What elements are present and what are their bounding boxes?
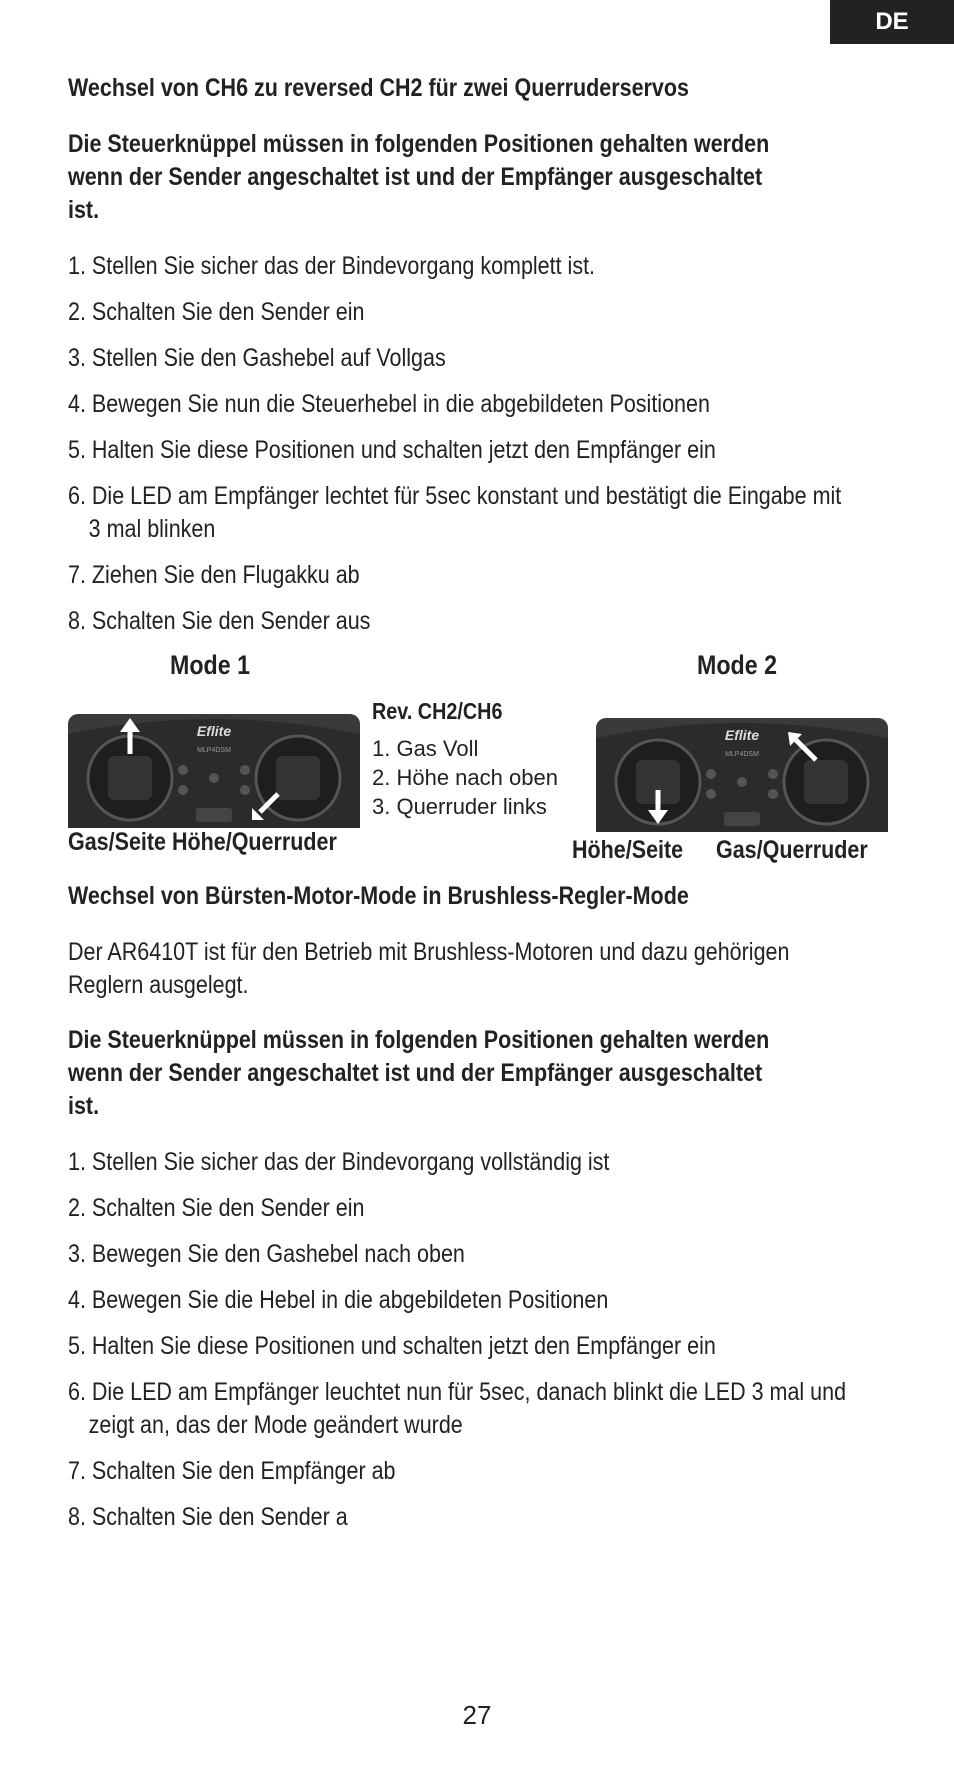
intro-paragraph bbox=[68, 936, 888, 1002]
section-brushless-mode bbox=[68, 880, 888, 913]
list-item: 4. Bewegen Sie die Hebel in die abgebildeten Positionen bbox=[68, 1286, 609, 1314]
note-line: Die Steuerknüppel müssen in folgenden Positionen gehalten werden bbox=[68, 130, 770, 158]
list-item: 5. Halten Sie diese Positionen und schalten jetzt den Empfänger ein bbox=[68, 436, 716, 464]
note-line: Die Steuerknüppel müssen in folgenden Positionen gehalten werden bbox=[68, 1026, 770, 1054]
steps-list bbox=[68, 250, 888, 638]
intro-line: Reglern ausgelegt. bbox=[68, 971, 249, 999]
list-item: 7. Ziehen Sie den Flugakku ab bbox=[68, 561, 360, 589]
list-item: zeigt an, das der Mode geändert wurde bbox=[88, 1411, 463, 1439]
section-heading: Wechsel von CH6 zu reversed CH2 für zwei Querruderservos bbox=[68, 74, 689, 102]
list-item: 6. Die LED am Empfänger leuchtet nun für 5sec, danach blinkt die LED 3 mal und bbox=[68, 1378, 847, 1406]
list-item: 3. Bewegen Sie den Gashebel nach oben bbox=[68, 1240, 465, 1268]
page-number: 27 bbox=[462, 1700, 492, 1730]
mode2-label: Mode 2 bbox=[697, 650, 777, 680]
language-tab: DE bbox=[830, 0, 954, 44]
list-item: 4. Bewegen Sie nun die Steuerhebel in die abgebildeten Positionen bbox=[68, 390, 710, 418]
instruction-note bbox=[68, 128, 888, 227]
list-item: 2. Schalten Sie den Sender ein bbox=[68, 298, 365, 326]
list-item: 1. Stellen Sie sicher das der Bindevorgang komplett ist. bbox=[68, 252, 596, 280]
model-label: MLP4DSM bbox=[197, 747, 231, 754]
brand-logo: Eflite bbox=[196, 723, 232, 739]
section-reverse-ch2 bbox=[68, 72, 888, 105]
rev-ch2-ch6-legend bbox=[372, 697, 558, 821]
model-label: MLP4DSM bbox=[725, 751, 759, 758]
rev-item: 3. Querruder links bbox=[372, 794, 547, 819]
note-line: wenn der Sender angeschaltet ist und der Empfänger ausgeschaltet bbox=[68, 1059, 763, 1087]
brand-logo: Eflite bbox=[724, 727, 760, 743]
rev-item: 1. Gas Voll bbox=[372, 736, 479, 761]
note-line: ist. bbox=[68, 196, 100, 224]
list-item: 6. Die LED am Empfänger lechtet für 5sec konstant und bestätigt die Eingabe mit bbox=[68, 482, 842, 510]
mode1-caption: Gas/Seite Höhe/Querruder bbox=[68, 828, 337, 856]
list-item: 5. Halten Sie diese Positionen und schalten jetzt den Empfänger ein bbox=[68, 1332, 716, 1360]
note-line: wenn der Sender angeschaltet ist und der Empfänger ausgeschaltet bbox=[68, 163, 763, 191]
list-item: 8. Schalten Sie den Sender aus bbox=[68, 607, 371, 635]
rev-item: 2. Höhe nach oben bbox=[372, 765, 558, 790]
steps-list bbox=[68, 1146, 888, 1534]
intro-line: Der AR6410T ist für den Betrieb mit Brushless-Motoren und dazu gehörigen bbox=[68, 938, 790, 966]
list-item: 3. Stellen Sie den Gashebel auf Vollgas bbox=[68, 344, 446, 372]
rev-title: Rev. CH2/CH6 bbox=[372, 698, 503, 724]
mode2-caption-right: Gas/Querruder bbox=[716, 836, 868, 864]
list-item: 8. Schalten Sie den Sender a bbox=[68, 1503, 348, 1531]
list-item: 1. Stellen Sie sicher das der Bindevorgang vollständig ist bbox=[68, 1148, 610, 1176]
instruction-note bbox=[68, 1024, 888, 1123]
section-heading: Wechsel von Bürsten-Motor-Mode in Brushless-Regler-Mode bbox=[68, 882, 689, 910]
list-item: 2. Schalten Sie den Sender ein bbox=[68, 1194, 365, 1222]
list-item: 3 mal blinken bbox=[88, 515, 216, 543]
note-line: ist. bbox=[68, 1092, 100, 1120]
mode1-label: Mode 1 bbox=[170, 650, 250, 680]
mode2-caption-left: Höhe/Seite bbox=[572, 836, 684, 864]
list-item: 7. Schalten Sie den Empfänger ab bbox=[68, 1457, 396, 1485]
transmitter-mode2-image bbox=[596, 718, 888, 832]
transmitter-mode1-image bbox=[68, 714, 360, 828]
